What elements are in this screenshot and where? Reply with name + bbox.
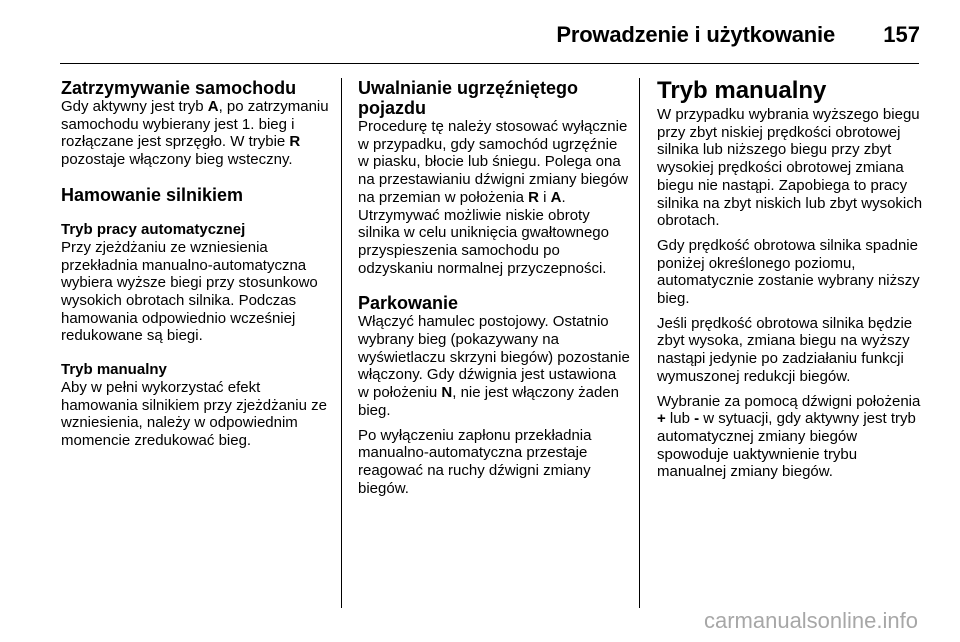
paragraph-parking-1 bbox=[358, 313, 630, 419]
section-title-stopping: Zatrzymywanie samochodu bbox=[61, 78, 297, 98]
column-divider-right bbox=[639, 78, 640, 608]
column-2 bbox=[358, 78, 630, 497]
paragraph-automatic: Przy zjeżdżaniu ze wzniesienia przekładnia manualno-automatyczna wybiera wyższe biegi przy stosunkowo wysokich obrotach silnika. Podczas hamowania odpowiednio wcześniej redukowane są biegi. bbox=[61, 238, 318, 345]
paragraph-manual-1: W przypadku wybrania wyższego biegu przy zbyt niskiej prędkości obrotowej silnika lub niższego biegu przy zbyt wysokiej prędkości obrotowej zmiana biegu nie nastąpi. Zapobiega to pracy silnika na zbyt niskich lub zbyt wysokich obrotach. bbox=[657, 106, 923, 230]
subheading-manual: Tryb manualny bbox=[61, 361, 167, 379]
text-run: . Utrzymywać możliwie niskie obroty silnika w celu uniknięcia gwałtownego przyspieszenia samochodu po odzyskaniu normalnej przyczepności. bbox=[358, 188, 609, 277]
paragraph-parking-2: Po wyłączeniu zapłonu przekładnia manualno-automatyczna przestaje reagować na ruchy dźwigni zmiany biegów. bbox=[358, 426, 592, 497]
mode-a-label: A bbox=[207, 98, 219, 115]
text-run: , nie jest włączony żaden bieg. bbox=[358, 384, 619, 419]
page-header-title: Prowadzenie i użytkowanie bbox=[556, 22, 835, 47]
text-run: pozostaje włączony bieg wsteczny. bbox=[61, 151, 293, 169]
text-run: Gdy aktywny jest tryb bbox=[61, 98, 208, 115]
text-run: , po zatrzymaniu samochodu wybierany jest 1. bieg i rozłączane jest sprzęgło. W trybie bbox=[61, 98, 329, 151]
section-title-engine-braking: Hamowanie silnikiem bbox=[61, 184, 244, 205]
text-run: w sytuacji, gdy aktywny jest tryb automatycznej zmiany biegów spowoduje uaktywnienie trybu manualnej zmiany biegów. bbox=[657, 410, 916, 481]
page-number: 157 bbox=[883, 22, 920, 47]
text-run: Włączyć hamulec postojowy. Ostatnio wybrany bieg (pokazywany na wyświetlaczu skrzyni biegów) pozostanie włączony. Gdy dźwignia jest ustawiona w położeniu bbox=[358, 313, 630, 402]
column-3 bbox=[657, 78, 929, 481]
section-title-unstuck: Uwalnianie ugrzęźniętego pojazdu bbox=[358, 78, 579, 118]
paragraph-stopping bbox=[61, 98, 333, 169]
paragraph-manual: Aby w pełni wykorzystać efekt hamowania silnikiem przy zjeżdżaniu ze wzniesienia, należy w odpowiednim momencie zredukować bieg. bbox=[61, 379, 327, 450]
header-rule bbox=[60, 63, 919, 64]
mode-n-label: N bbox=[441, 384, 453, 402]
paragraph-manual-2: Gdy prędkość obrotowa silnika spadnie poniżej określonego poziomu, automatycznie zostanie wybrany niższy bieg. bbox=[657, 236, 920, 308]
paragraph-manual-4 bbox=[657, 393, 929, 482]
subheading-automatic: Tryb pracy automatycznej bbox=[61, 220, 246, 238]
text-run: Wybranie za pomocą dźwigni położenia bbox=[657, 392, 921, 410]
mode-r-label: R bbox=[528, 188, 539, 206]
paragraph-manual-3: Jeśli prędkość obrotowa silnika będzie zbyt wysoka, zmiana biegu na wyższy nastąpi jedynie po zadziałaniu funkcji wymuszonej redukcji biegów. bbox=[657, 314, 913, 385]
paragraph-unstuck bbox=[358, 118, 630, 277]
text-run: i bbox=[538, 188, 551, 206]
section-title-parking: Parkowanie bbox=[358, 293, 459, 314]
page-header bbox=[60, 0, 920, 64]
section-title-manual-mode: Tryb manualny bbox=[657, 77, 827, 104]
text-run: lub bbox=[665, 410, 695, 428]
watermark: carmanualsonline.info bbox=[703, 608, 918, 633]
column-1 bbox=[61, 78, 333, 450]
minus-position-label: - bbox=[694, 410, 700, 428]
column-divider-left bbox=[341, 78, 342, 608]
mode-a-label: A bbox=[550, 188, 562, 206]
plus-position-label: + bbox=[657, 410, 666, 428]
text-run: Procedurę tę należy stosować wyłącznie w przypadku, gdy samochód ugrzęźnie w piasku, błocie lub śniegu. Polega ona na przestawianiu dźwigni zmiany biegów na przemian w położenia bbox=[358, 118, 629, 206]
mode-r-label: R bbox=[289, 133, 301, 151]
